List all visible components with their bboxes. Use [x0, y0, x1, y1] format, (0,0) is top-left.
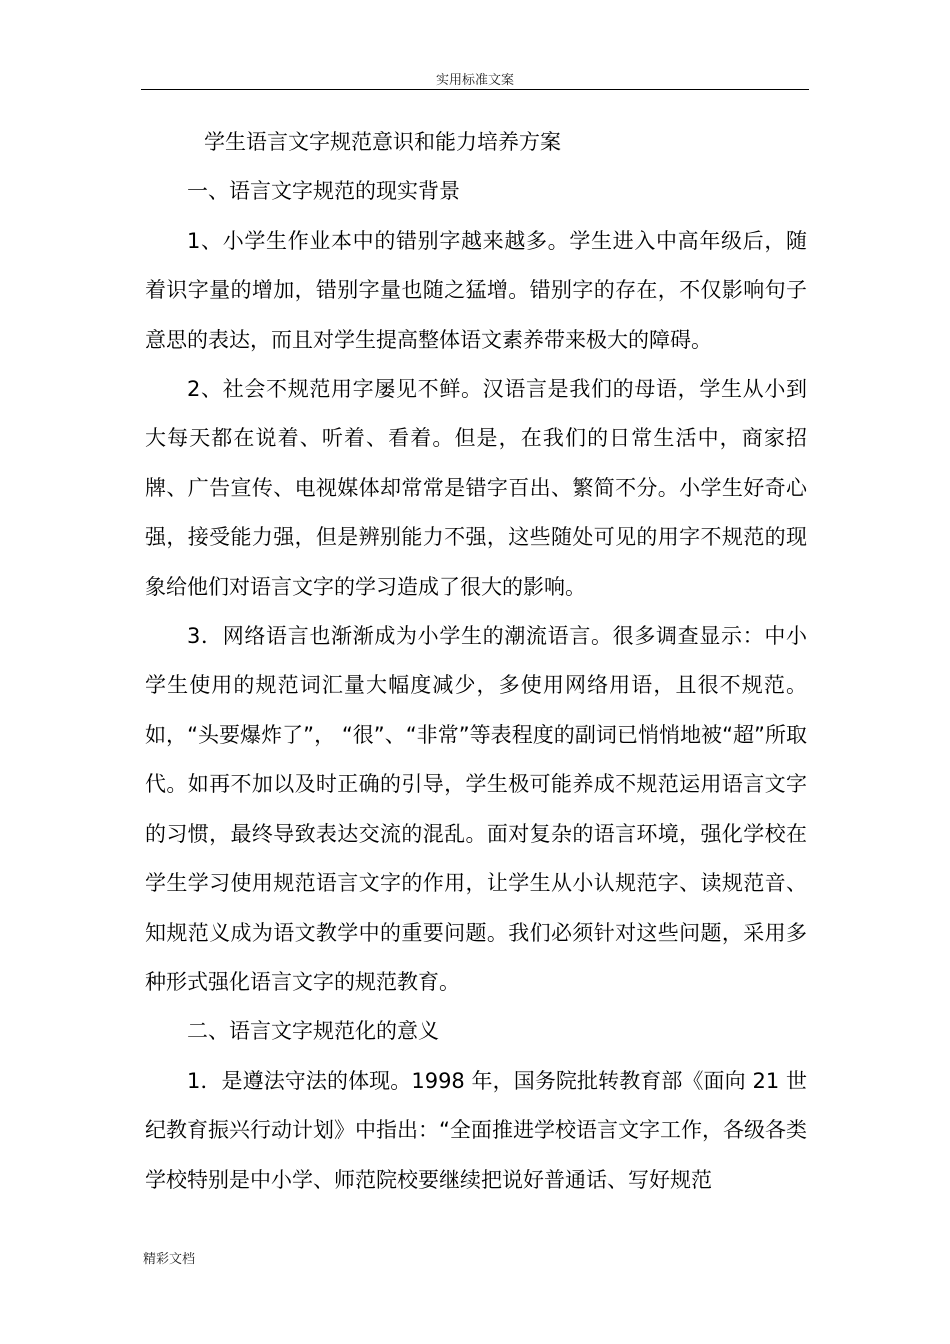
- page-footer: 精彩文档: [143, 1252, 196, 1267]
- page-header: 实用标准文案: [435, 73, 514, 88]
- document-title: 学生语言文字规范意识和能力培养方案: [204, 130, 561, 154]
- paragraph-3: 3．网络语言也渐渐成为小学生的潮流语言。很多调查显示：中小学生使用的规范词汇量大幅度减少，多使用网络用语，且很不规范。如，“头要爆炸了”， “很”、“非常”等表程度的副词已悄悄地被“超”所取代。如再不加以及时正确的引导，学生极可能养成不规范运用语言文字的习惯，最终导致表达交流的混乱。面对复杂的语言环境，强化学校在学生学习使用规范语言文字的作用，让学生从小认规范字、读规范音、知规范义成为语文教学中的重要问题。我们必须针对这些问题，采用多种形式强化语言文字的规范教育。: [145, 624, 807, 994]
- header-divider: [141, 89, 809, 90]
- section-heading-1: 一、语言文字规范的现实背景: [187, 179, 460, 204]
- document-body: [145, 118, 807, 1205]
- section-heading-2: 二、语言文字规范化的意义: [187, 1019, 439, 1044]
- paragraph-1: 1、小学生作业本中的错别字越来越多。学生进入中高年级后，随着识字量的增加，错别字量也随之猛增。错别字的存在，不仅影响句子意思的表达，而且对学生提高整体语文素养带来极大的障碍。: [145, 228, 807, 352]
- paragraph-4: 1．是遵法守法的体现。1998 年，国务院批转教育部《面向 21 世纪教育振兴行动计划》中指出：“全面推进学校语言文字工作，各级各类学校特别是中小学、师范院校要继续把说好普通话、写好规范: [145, 1068, 807, 1192]
- paragraph-2: 2、社会不规范用字屡见不鲜。汉语言是我们的母语，学生从小到大每天都在说着、听着、看着。但是，在我们的日常生活中，商家招牌、广告宣传、电视媒体却常常是错字百出、繁简不分。小学生好奇心强，接受能力强，但是辨别能力不强，这些随处可见的用字不规范的现象给他们对语言文字的学习造成了很大的影响。: [145, 377, 807, 599]
